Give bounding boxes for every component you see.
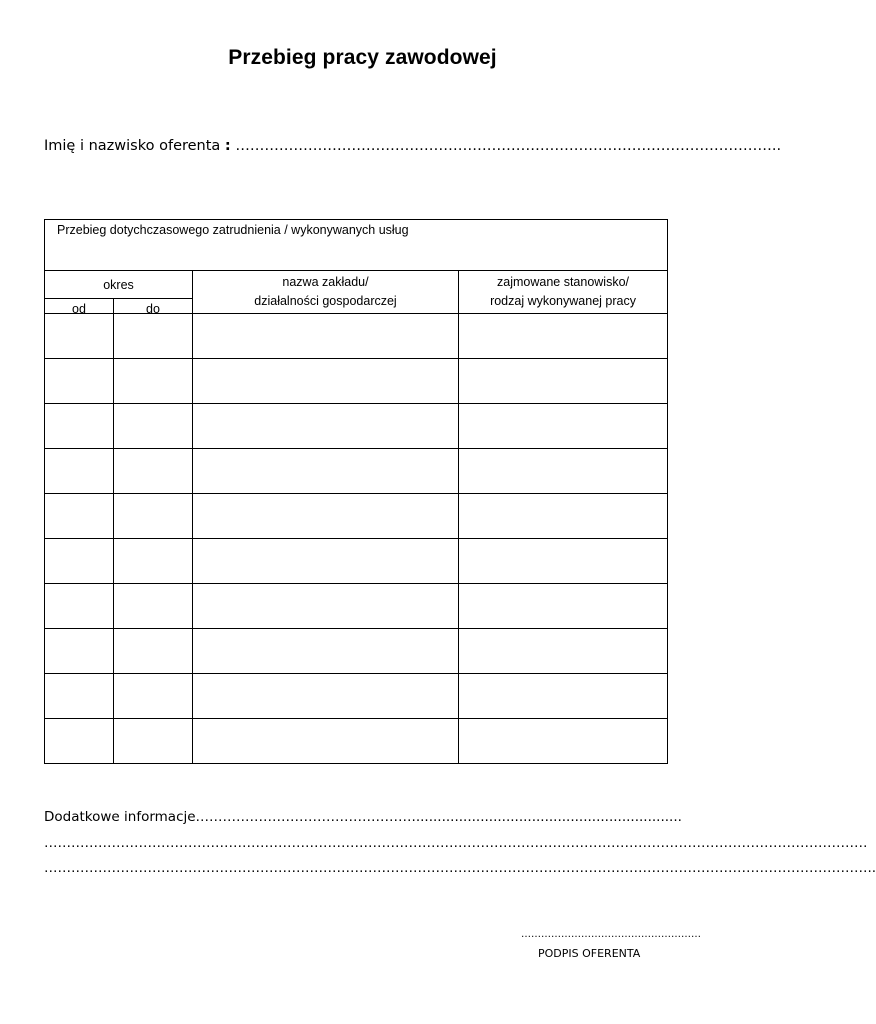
cell-position[interactable] bbox=[459, 539, 668, 584]
cell-position[interactable] bbox=[459, 449, 668, 494]
cell-position[interactable] bbox=[459, 404, 668, 449]
table-row bbox=[45, 584, 668, 629]
cell-to[interactable] bbox=[114, 629, 193, 674]
cell-company[interactable] bbox=[193, 494, 459, 539]
table-row bbox=[45, 359, 668, 404]
header-company bbox=[193, 271, 459, 314]
table-row bbox=[45, 629, 668, 674]
header-to: do bbox=[114, 299, 193, 314]
cell-from[interactable] bbox=[45, 719, 114, 764]
additional-info-line-3[interactable]: ………………………………………………………………………………………………………………………………………………………………….. bbox=[44, 860, 876, 876]
table-row bbox=[45, 539, 668, 584]
cell-from[interactable] bbox=[45, 539, 114, 584]
table-row bbox=[45, 719, 668, 764]
header-period: okres bbox=[45, 271, 193, 299]
cell-company[interactable] bbox=[193, 629, 459, 674]
cell-from[interactable] bbox=[45, 629, 114, 674]
cell-to[interactable] bbox=[114, 539, 193, 584]
cell-position[interactable] bbox=[459, 359, 668, 404]
cell-from[interactable] bbox=[45, 494, 114, 539]
cell-to[interactable] bbox=[114, 404, 193, 449]
applicant-name-label: Imię i nazwisko oferenta bbox=[44, 138, 225, 154]
additional-info-line-2[interactable]: ………………………………………………………………………………………………………………………………………………………………… bbox=[44, 835, 868, 851]
header-company-line1: nazwa zakładu/ bbox=[282, 275, 369, 289]
cell-from[interactable] bbox=[45, 584, 114, 629]
cell-from[interactable] bbox=[45, 314, 114, 359]
signature-line[interactable]: ……………………………………………… bbox=[521, 929, 701, 940]
cell-position[interactable] bbox=[459, 629, 668, 674]
cell-company[interactable] bbox=[193, 539, 459, 584]
table-row bbox=[45, 494, 668, 539]
cell-position[interactable] bbox=[459, 584, 668, 629]
header-position-line1: zajmowane stanowisko/ bbox=[497, 275, 630, 289]
header-position-line2: rodzaj wykonywanej pracy bbox=[490, 294, 636, 308]
table-caption: Przebieg dotychczasowego zatrudnienia / wykonywanych usług bbox=[57, 223, 409, 237]
table-caption-cell bbox=[45, 220, 668, 271]
applicant-name-line bbox=[44, 138, 782, 154]
cell-position[interactable] bbox=[459, 674, 668, 719]
cell-from[interactable] bbox=[45, 449, 114, 494]
cell-position[interactable] bbox=[459, 314, 668, 359]
cell-to[interactable] bbox=[114, 449, 193, 494]
cell-company[interactable] bbox=[193, 404, 459, 449]
cell-to[interactable] bbox=[114, 674, 193, 719]
cell-from[interactable] bbox=[45, 404, 114, 449]
signature-label: PODPIS OFERENTA bbox=[538, 947, 641, 960]
cell-position[interactable] bbox=[459, 719, 668, 764]
header-company-line2: działalności gospodarczej bbox=[254, 294, 397, 308]
applicant-name-field[interactable]: ………………………………………………………………………………………………….. bbox=[230, 138, 782, 154]
header-from: od bbox=[45, 299, 114, 314]
employment-history-table bbox=[44, 219, 668, 764]
cell-company[interactable] bbox=[193, 449, 459, 494]
header-position bbox=[459, 271, 668, 314]
applicant-name-colon: : bbox=[224, 138, 231, 154]
additional-info-line-1[interactable]: Dodatkowe informacje…………………………………………............................................................... bbox=[44, 809, 682, 825]
cell-to[interactable] bbox=[114, 359, 193, 404]
table-row bbox=[45, 404, 668, 449]
cell-position[interactable] bbox=[459, 494, 668, 539]
cell-to[interactable] bbox=[114, 494, 193, 539]
cell-company[interactable] bbox=[193, 359, 459, 404]
cell-company[interactable] bbox=[193, 719, 459, 764]
cell-to[interactable] bbox=[114, 719, 193, 764]
cell-from[interactable] bbox=[45, 674, 114, 719]
cell-company[interactable] bbox=[193, 674, 459, 719]
table-row bbox=[45, 449, 668, 494]
page-title: Przebieg pracy zawodowej bbox=[228, 46, 497, 69]
table-row bbox=[45, 674, 668, 719]
table-row bbox=[45, 314, 668, 359]
cell-company[interactable] bbox=[193, 314, 459, 359]
cell-to[interactable] bbox=[114, 314, 193, 359]
cell-from[interactable] bbox=[45, 359, 114, 404]
cell-to[interactable] bbox=[114, 584, 193, 629]
cell-company[interactable] bbox=[193, 584, 459, 629]
